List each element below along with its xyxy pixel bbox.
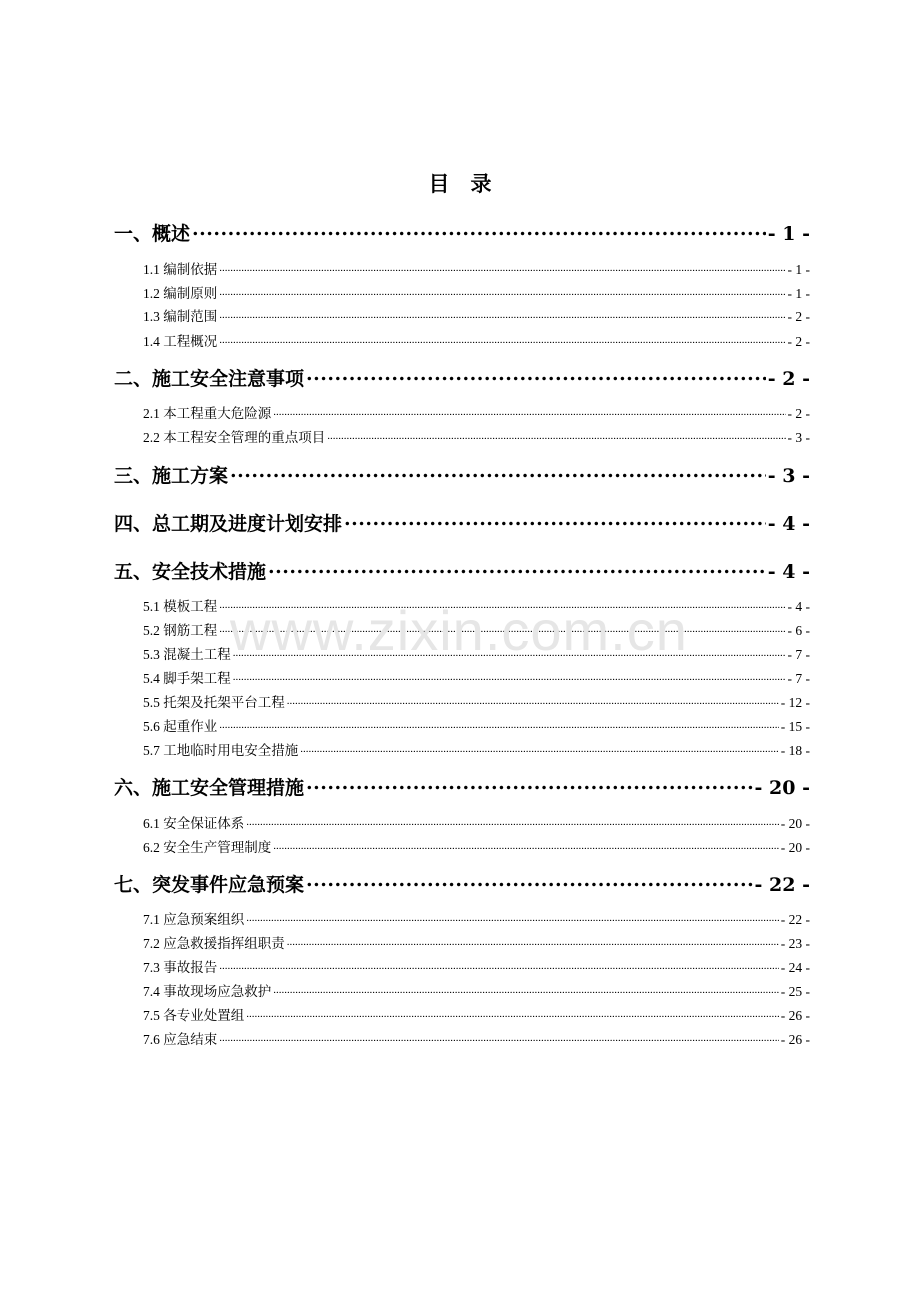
toc-entry-label: 7.3 事故报告 — [143, 960, 218, 975]
toc-entry-page: - 2 - — [787, 309, 810, 324]
toc-entry-label: 5.5 托架及托架平台工程 — [143, 695, 285, 710]
toc-entry-page: - 2 - — [767, 368, 810, 390]
toc-entry-label: 1.3 编制范围 — [143, 309, 218, 324]
toc-entry-section[interactable] — [114, 461, 810, 488]
toc-entry-subsection[interactable] — [143, 1028, 810, 1048]
toc-entry-section[interactable] — [114, 364, 810, 391]
toc-entry-subsection[interactable] — [143, 282, 810, 302]
toc-entry-label: 1.1 编制依据 — [143, 262, 218, 277]
dot-leader — [306, 366, 766, 385]
toc-entry-label: 七、突发事件应急预案 — [114, 874, 305, 896]
toc-entry-label: 7.2 应急救援指挥组职责 — [143, 936, 285, 951]
toc-entry-subsection[interactable] — [143, 667, 810, 687]
toc-entry-page: - 26 - — [780, 1008, 810, 1023]
toc-entry-page: - 4 - — [767, 513, 810, 535]
toc-entry-page: - 2 - — [787, 334, 810, 349]
toc-entry-page: - 25 - — [780, 984, 810, 999]
toc-entry-subsection[interactable] — [143, 258, 810, 278]
toc-entry-subsection[interactable] — [143, 305, 810, 325]
toc-entry-section[interactable] — [114, 219, 810, 246]
dot-leader — [246, 1007, 779, 1021]
toc-entry-section[interactable] — [114, 509, 810, 536]
toc-entry-subsection[interactable] — [143, 908, 810, 928]
toc-entry-page: - 23 - — [780, 936, 810, 951]
toc-entry-section[interactable] — [114, 773, 810, 800]
toc-entry-page: - 20 - — [780, 840, 810, 855]
toc-entry-label: 5.3 混凝土工程 — [143, 647, 231, 662]
dot-leader — [300, 742, 779, 756]
toc-entry-page: - 22 - — [780, 912, 810, 927]
toc-entry-label: 六、施工安全管理措施 — [114, 777, 305, 799]
toc-entry-page: - 7 - — [787, 671, 810, 686]
toc-entry-section[interactable] — [114, 870, 810, 897]
toc-entry-subsection[interactable] — [143, 691, 810, 711]
toc-entry-subsection[interactable] — [143, 932, 810, 952]
dot-leader — [273, 839, 779, 853]
toc-entry-label: 6.2 安全生产管理制度 — [143, 840, 272, 855]
toc-entry-label: 7.1 应急预案组织 — [143, 912, 245, 927]
dot-leader — [219, 333, 785, 347]
toc-entry-page: - 22 - — [754, 874, 810, 896]
toc-entry-page: - 15 - — [780, 719, 810, 734]
toc-entry-subsection[interactable] — [143, 330, 810, 350]
toc-entry-page: - 1 - — [767, 223, 810, 245]
dot-leader — [287, 935, 779, 949]
dot-leader — [233, 670, 786, 684]
dot-leader — [219, 598, 785, 612]
toc-entry-label: 7.4 事故现场应急救护 — [143, 984, 272, 999]
toc-entry-subsection[interactable] — [143, 619, 810, 639]
dot-leader — [219, 261, 785, 275]
dot-leader — [268, 559, 766, 578]
toc-entry-subsection[interactable] — [143, 595, 810, 615]
toc-entry-page: - 12 - — [780, 695, 810, 710]
toc-entry-page: - 18 - — [780, 743, 810, 758]
dot-leader — [219, 308, 785, 322]
toc-title: 目 录 — [428, 171, 492, 196]
toc-entry-section[interactable] — [114, 557, 810, 584]
toc-entry-label: 5.1 模板工程 — [143, 599, 218, 614]
toc-entry-label: 三、施工方案 — [114, 465, 229, 487]
toc-entry-label: 2.1 本工程重大危险源 — [143, 406, 272, 421]
toc-entry-label: 5.2 钢筋工程 — [143, 623, 218, 638]
dot-leader — [287, 694, 779, 708]
dot-leader — [306, 872, 753, 891]
toc-entry-subsection[interactable] — [143, 980, 810, 1000]
toc-entry-label: 1.4 工程概况 — [143, 334, 218, 349]
toc-entry-page: - 20 - — [754, 777, 810, 799]
toc-entry-page: - 3 - — [787, 430, 810, 445]
dot-leader — [219, 285, 785, 299]
toc-entry-subsection[interactable] — [143, 1004, 810, 1024]
toc-entry-page: - 24 - — [780, 960, 810, 975]
toc-entry-label: 6.1 安全保证体系 — [143, 816, 245, 831]
dot-leader — [230, 463, 766, 482]
toc-entry-page: - 2 - — [787, 406, 810, 421]
dot-leader — [219, 622, 785, 636]
toc-entry-label: 5.4 脚手架工程 — [143, 671, 231, 686]
toc-entry-label: 二、施工安全注意事项 — [114, 368, 305, 390]
dot-leader — [246, 815, 779, 829]
toc-entry-page: - 7 - — [787, 647, 810, 662]
toc-entry-label: 5.6 起重作业 — [143, 719, 218, 734]
toc-entry-page: - 20 - — [780, 816, 810, 831]
dot-leader — [219, 718, 779, 732]
toc-entry-subsection[interactable] — [143, 402, 810, 422]
dot-leader — [192, 221, 766, 240]
toc-entry-subsection[interactable] — [143, 426, 810, 446]
toc-entry-label: 四、总工期及进度计划安排 — [114, 513, 343, 535]
dot-leader — [327, 429, 785, 443]
toc-entry-subsection[interactable] — [143, 812, 810, 832]
toc-entry-label: 7.5 各专业处置组 — [143, 1008, 245, 1023]
dot-leader — [219, 959, 779, 973]
dot-leader — [233, 646, 786, 660]
dot-leader — [306, 775, 753, 794]
toc-entry-label: 7.6 应急结束 — [143, 1032, 218, 1047]
dot-leader — [219, 1031, 779, 1045]
dot-leader — [344, 511, 766, 530]
dot-leader — [273, 983, 779, 997]
dot-leader — [273, 405, 785, 419]
toc-entry-label: 一、概述 — [114, 223, 191, 245]
toc-entry-subsection[interactable] — [143, 643, 810, 663]
toc-entry-page: - 1 - — [787, 262, 810, 277]
toc-entry-page: - 4 - — [767, 561, 810, 583]
toc-entry-page: - 26 - — [780, 1032, 810, 1047]
toc-entry-page: - 4 - — [787, 599, 810, 614]
toc-entry-subsection[interactable] — [143, 956, 810, 976]
toc-entry-label: 1.2 编制原则 — [143, 286, 218, 301]
watermark-text: www.zixin.com.cn — [230, 599, 688, 662]
toc-entry-subsection[interactable] — [143, 739, 810, 759]
dot-leader — [246, 911, 779, 925]
toc-entry-subsection[interactable] — [143, 836, 810, 856]
toc-entry-label: 五、安全技术措施 — [114, 561, 267, 583]
toc-entry-page: - 6 - — [787, 623, 810, 638]
toc-entry-page: - 1 - — [787, 286, 810, 301]
toc-entry-label: 2.2 本工程安全管理的重点项目 — [143, 430, 326, 445]
toc-entry-label: 5.7 工地临时用电安全措施 — [143, 743, 299, 758]
toc-entry-page: - 3 - — [767, 465, 810, 487]
toc-entry-subsection[interactable] — [143, 715, 810, 735]
